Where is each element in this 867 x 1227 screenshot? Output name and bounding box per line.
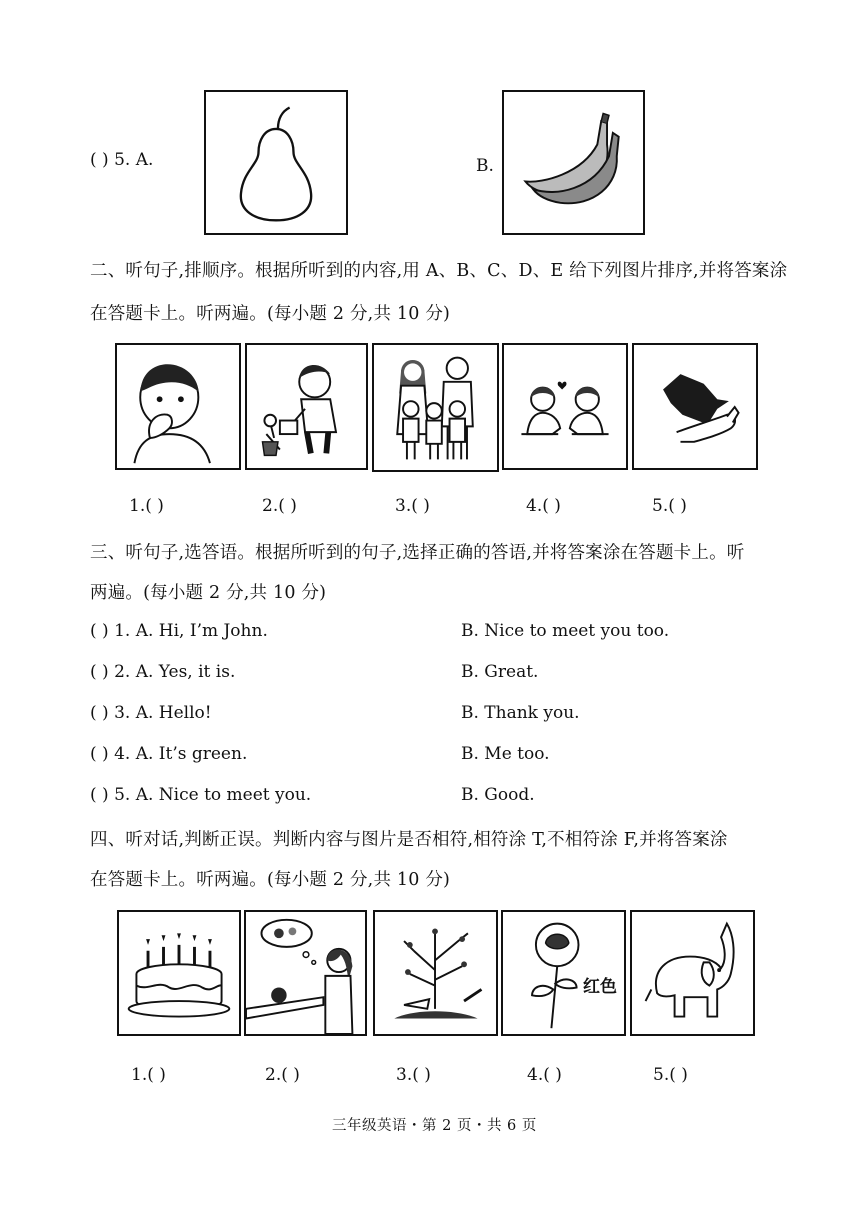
section2-answer-3[interactable]: 3.( ) xyxy=(395,496,430,516)
section3-question-2-b[interactable]: B. Great. xyxy=(461,662,539,682)
section-3-instruction-line1: 三、听句子,选答语。根据所听到的句子,选择正确的答语,并将答案涂在答题卡上。听 xyxy=(90,543,745,563)
planting-tree-icon xyxy=(375,912,496,1034)
section2-answer-4[interactable]: 4.( ) xyxy=(526,496,561,516)
boy-touching-mouth-icon xyxy=(117,345,239,468)
section4-picture-5 xyxy=(630,910,755,1036)
pear-picture xyxy=(204,90,348,235)
section4-picture-3 xyxy=(373,910,498,1036)
section3-question-3-a[interactable]: ( ) 3. A. Hello! xyxy=(90,703,212,723)
section2-picture-1 xyxy=(115,343,241,470)
section-3-instruction-line2: 两遍。(每小题 2 分,共 10 分) xyxy=(90,583,327,603)
two-girls-playing-icon xyxy=(504,345,626,468)
section2-answer-1[interactable]: 1.( ) xyxy=(129,496,164,516)
section-4-instruction-line1: 四、听对话,判断正误。判断内容与图片是否相符,相符涂 T,不相符涂 F,并将答案涂 xyxy=(90,830,728,850)
section4-picture-2 xyxy=(244,910,367,1036)
section-4-instruction-line2: 在答题卡上。听两遍。(每小题 2 分,共 10 分) xyxy=(90,870,451,890)
section2-answer-5[interactable]: 5.( ) xyxy=(652,496,687,516)
section-2-instruction-line2: 在答题卡上。听两遍。(每小题 2 分,共 10 分) xyxy=(90,304,451,324)
banana-icon xyxy=(504,92,643,233)
section3-question-2-a[interactable]: ( ) 2. A. Yes, it is. xyxy=(90,662,236,682)
section3-question-1-b[interactable]: B. Nice to meet you too. xyxy=(461,621,670,641)
section3-question-5-a[interactable]: ( ) 5. A. Nice to meet you. xyxy=(90,785,312,805)
page-footer: 三年级英语・第 2 页・共 6 页 xyxy=(332,1118,537,1134)
section3-question-4-b[interactable]: B. Me too. xyxy=(461,744,550,764)
section2-answer-2[interactable]: 2.( ) xyxy=(262,496,297,516)
section2-picture-2 xyxy=(245,343,368,470)
question-5-label: ( ) 5. A. xyxy=(90,150,154,170)
boy-watering-plant-icon xyxy=(247,345,366,468)
section2-picture-4 xyxy=(502,343,628,470)
section3-question-3-b[interactable]: B. Thank you. xyxy=(461,703,580,723)
section3-question-5-b[interactable]: B. Good. xyxy=(461,785,535,805)
girl-thinking-fruit-icon xyxy=(246,912,365,1034)
banana-picture xyxy=(502,90,645,235)
section4-picture-4 xyxy=(501,910,626,1036)
section2-picture-3 xyxy=(372,343,499,472)
section2-picture-5 xyxy=(632,343,758,470)
section4-answer-3[interactable]: 3.( ) xyxy=(396,1065,431,1085)
section3-question-1-a[interactable]: ( ) 1. A. Hi, I’m John. xyxy=(90,621,268,641)
hand-shadow-bird-icon xyxy=(634,345,756,468)
section4-answer-5[interactable]: 5.( ) xyxy=(653,1065,688,1085)
pear-icon xyxy=(206,92,346,233)
section-2-instruction-line1: 二、听句子,排顺序。根据所听到的内容,用 A、B、C、D、E 给下列图片排序,并将答案涂 xyxy=(90,261,788,281)
section4-picture-1 xyxy=(117,910,241,1036)
birthday-cake-icon xyxy=(119,912,239,1034)
section3-question-4-a[interactable]: ( ) 4. A. It’s green. xyxy=(90,744,248,764)
section4-answer-2[interactable]: 2.( ) xyxy=(265,1065,300,1085)
rose-color-label: 红色 xyxy=(583,977,617,997)
section4-answer-1[interactable]: 1.( ) xyxy=(131,1065,166,1085)
section4-answer-4[interactable]: 4.( ) xyxy=(527,1065,562,1085)
family-icon xyxy=(374,345,497,470)
option-b-label: B. xyxy=(476,156,494,176)
elephant-icon xyxy=(632,912,753,1034)
